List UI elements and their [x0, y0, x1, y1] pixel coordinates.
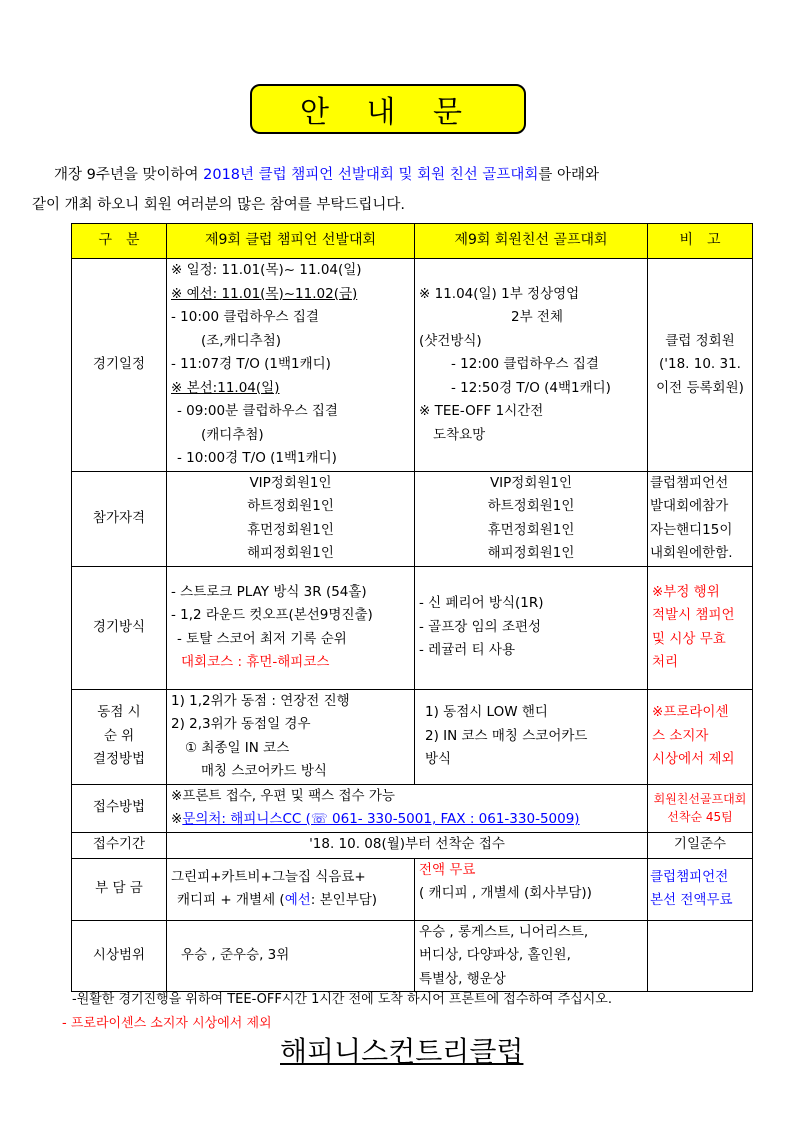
schedule-line: ※ 11.04(일) 1부 정상영업: [419, 285, 580, 302]
note-line: 내회원에한함.: [650, 545, 733, 561]
eligibility-line: 하트정회원1인: [487, 498, 575, 514]
header-champion: 제9회 클럽 챔피언 선발대회: [167, 224, 415, 259]
schedule-line: (캐디추첨): [201, 426, 264, 443]
eligibility-line: VIP정회원1인: [489, 474, 573, 491]
schedule-line: ※ 본선:11.04(일): [171, 379, 280, 396]
fee-free: 전액 무료: [419, 861, 476, 878]
tie-note: [648, 689, 753, 784]
header-friendly: 제9회 회원친선 골프대회: [415, 224, 648, 259]
schedule-line: - 11:07경 T/O (1백1캐디): [171, 356, 331, 372]
note-line: 클럽챔피언전: [650, 868, 729, 885]
table-row-eligibility: [72, 471, 753, 566]
table-row-awards: [72, 920, 753, 992]
note-line: ※프로라이센: [652, 704, 729, 721]
table-row-schedule: [72, 259, 753, 472]
row-label: 경기방식: [72, 566, 167, 689]
club-name: 해피니스컨트리클럽: [280, 1035, 524, 1068]
note-line: 선착순 45팀: [667, 810, 733, 824]
method-friendly: [415, 566, 648, 689]
eligibility-line: 휴먼정회원1인: [487, 521, 575, 538]
schedule-line: ※ 예선: 11.01(목)~11.02(금): [171, 285, 358, 302]
row-label: 경기일정: [72, 259, 167, 472]
method-champion: [167, 566, 415, 689]
label-line: 결정방법: [92, 751, 146, 768]
eligibility-line: VIP정회원1인: [249, 474, 332, 491]
fee-line: 그린피+카트비+그늘집 식음료+: [171, 868, 366, 885]
row-label: 참가자격: [72, 471, 167, 566]
fee-line: ( 캐디피 , 개별세 (회사부담)): [419, 885, 592, 901]
awards-line: 버디상, 다양파상, 홀인원,: [419, 947, 571, 963]
intro-text: 개장 9주년을 맞이하여: [54, 167, 204, 183]
note-line: 스 소지자: [652, 727, 709, 744]
note-line: 회원친선골프대회: [653, 792, 747, 806]
tie-line: 2) 2,3위가 동점일 경우: [171, 716, 311, 732]
note-line: 이전 등록회원): [656, 379, 744, 396]
eligibility-note: [648, 471, 753, 566]
reception-note: [648, 784, 753, 832]
method-line: - 레귤러 티 사용: [419, 642, 515, 659]
eligibility-friendly: [415, 471, 648, 566]
method-line: - 스트로크 PLAY 방식 3R (54홀): [171, 583, 367, 600]
awards-line: 우승 , 롱게스트, 니어리스트,: [419, 923, 589, 940]
awards-friendly: [415, 920, 648, 992]
tie-line: 1) 동점시 LOW 핸디: [425, 704, 548, 721]
method-line: - 토탈 스코어 최저 기록 순위: [177, 630, 347, 647]
note-line: 발대회에참가: [650, 498, 729, 514]
note-line: 클럽 정회원: [665, 332, 735, 349]
footer-warning: - 프로라이센스 소지자 시상에서 제외: [62, 1016, 272, 1031]
eligibility-champion: [167, 471, 415, 566]
schedule-line: 도착요망: [433, 426, 486, 443]
awards-line: 우승 , 준우승, 3위: [181, 947, 290, 963]
method-note: [648, 566, 753, 689]
tie-line: 2) IN 코스 매칭 스코어카드: [425, 727, 588, 744]
note-line: 및 시상 무효: [652, 630, 726, 647]
table-row-tie: [72, 689, 753, 784]
awards-line: 특별상, 행운상: [419, 970, 506, 987]
row-label: [72, 689, 167, 784]
header-category: 구 분: [72, 224, 167, 259]
fee-highlight: 예선: [284, 892, 311, 908]
table-header-row: [72, 224, 753, 259]
event-name: 2018년 클럽 챔피언 선발대회 및 회원 친선 골프대회: [203, 167, 539, 183]
schedule-line: (샷건방식): [419, 332, 482, 349]
note-line: ('18. 10. 31.: [659, 356, 741, 372]
tournament-course: 대회코스 : 휴먼-해피코스: [181, 654, 330, 670]
schedule-note: [648, 259, 753, 472]
label-line: 동점 시: [97, 704, 141, 721]
note-line: 본선 전액무료: [650, 892, 733, 908]
schedule-line: - 12:50경 T/O (4백1캐디): [451, 379, 611, 396]
reception-info: [167, 784, 648, 832]
label-line: 순 위: [103, 727, 135, 744]
table-row-method: [72, 566, 753, 689]
page-title: 안 내 문: [250, 84, 526, 134]
tie-line: 1) 1,2위가 동점 : 연장전 진행: [171, 692, 350, 709]
fee-text: 캐디피 + 개별세 (: [177, 892, 285, 908]
row-label: 접수기간: [72, 832, 167, 858]
intro-paragraph: [32, 160, 762, 220]
schedule-line: 2부 전체: [511, 309, 564, 325]
row-label: 시상범위: [72, 920, 167, 992]
schedule-line: - 10:00 클럽하우스 집결: [171, 309, 319, 325]
contact-info: 문의처: 해피니스CC (☏ 061- 330-5001, FAX : 061-330-5009): [182, 811, 580, 827]
schedule-champion: [167, 259, 415, 472]
method-line: - 1,2 라운드 컷오프(본선9명진출): [171, 607, 373, 623]
note-line: ※부정 행위: [652, 583, 720, 600]
awards-note: [648, 920, 753, 992]
intro-text: 를 아래와: [538, 167, 600, 183]
schedule-line: - 09:00분 클럽하우스 집결: [177, 403, 338, 419]
fee-champion: [167, 858, 415, 920]
eligibility-line: 해피정회원1인: [247, 545, 334, 561]
reception-bullet: ※: [171, 811, 183, 827]
fee-friendly: [415, 858, 648, 920]
schedule-line: ※ TEE-OFF 1시간전: [419, 403, 544, 419]
footer-note: -원활한 경기진행을 위하여 TEE-OFF시간 1시간 전에 도착 하시어 프론트에 접수하여 주십시오.: [72, 992, 612, 1007]
note-line: 자는핸디15이: [650, 521, 733, 538]
fee-note: [648, 858, 753, 920]
tie-line: 매칭 스코어카드 방식: [201, 763, 327, 779]
awards-champion: [167, 920, 415, 992]
row-label: 부 담 금: [72, 858, 167, 920]
row-label: 접수방법: [72, 784, 167, 832]
schedule-friendly: [415, 259, 648, 472]
reception-line: ※프론트 접수, 우편 및 팩스 접수 가능: [171, 787, 395, 804]
schedule-line: - 12:00 클럽하우스 집결: [451, 356, 599, 372]
note-line: 적발시 챔피언: [652, 607, 735, 623]
schedule-line: - 10:00경 T/O (1백1캐디): [177, 450, 337, 466]
reception-period: '18. 10. 08(월)부터 선착순 접수: [167, 832, 648, 858]
tie-friendly: [415, 689, 648, 784]
tie-champion: [167, 689, 415, 784]
eligibility-line: 하트정회원1인: [247, 498, 334, 514]
note-line: 시상에서 제외: [652, 751, 735, 768]
fee-text: : 본인부담): [310, 892, 378, 908]
table-row-period: [72, 832, 753, 858]
eligibility-line: 휴먼정회원1인: [247, 521, 334, 538]
eligibility-line: 해피정회원1인: [487, 545, 575, 561]
note-line: 클럽챔피언선: [650, 474, 729, 491]
header-note: 비 고: [648, 224, 753, 259]
period-note: 기일준수: [648, 832, 753, 858]
event-table: [71, 223, 753, 992]
intro-line-1: [32, 160, 762, 190]
intro-line-2: 같이 개최 하오니 회원 여러분의 많은 참여를 부탁드립니다.: [32, 197, 406, 213]
method-line: - 신 페리어 방식(1R): [419, 595, 544, 612]
table-row-reception: [72, 784, 753, 832]
tie-line: ① 최종일 IN 코스: [185, 739, 290, 756]
tie-line: 방식: [425, 751, 452, 768]
schedule-line: (조,캐디추첨): [201, 332, 282, 349]
note-line: 처리: [652, 654, 679, 670]
table-row-fee: [72, 858, 753, 920]
schedule-line: ※ 일정: 11.01(목)~ 11.04(일): [171, 262, 362, 278]
method-line: - 골프장 임의 조편성: [419, 618, 542, 635]
